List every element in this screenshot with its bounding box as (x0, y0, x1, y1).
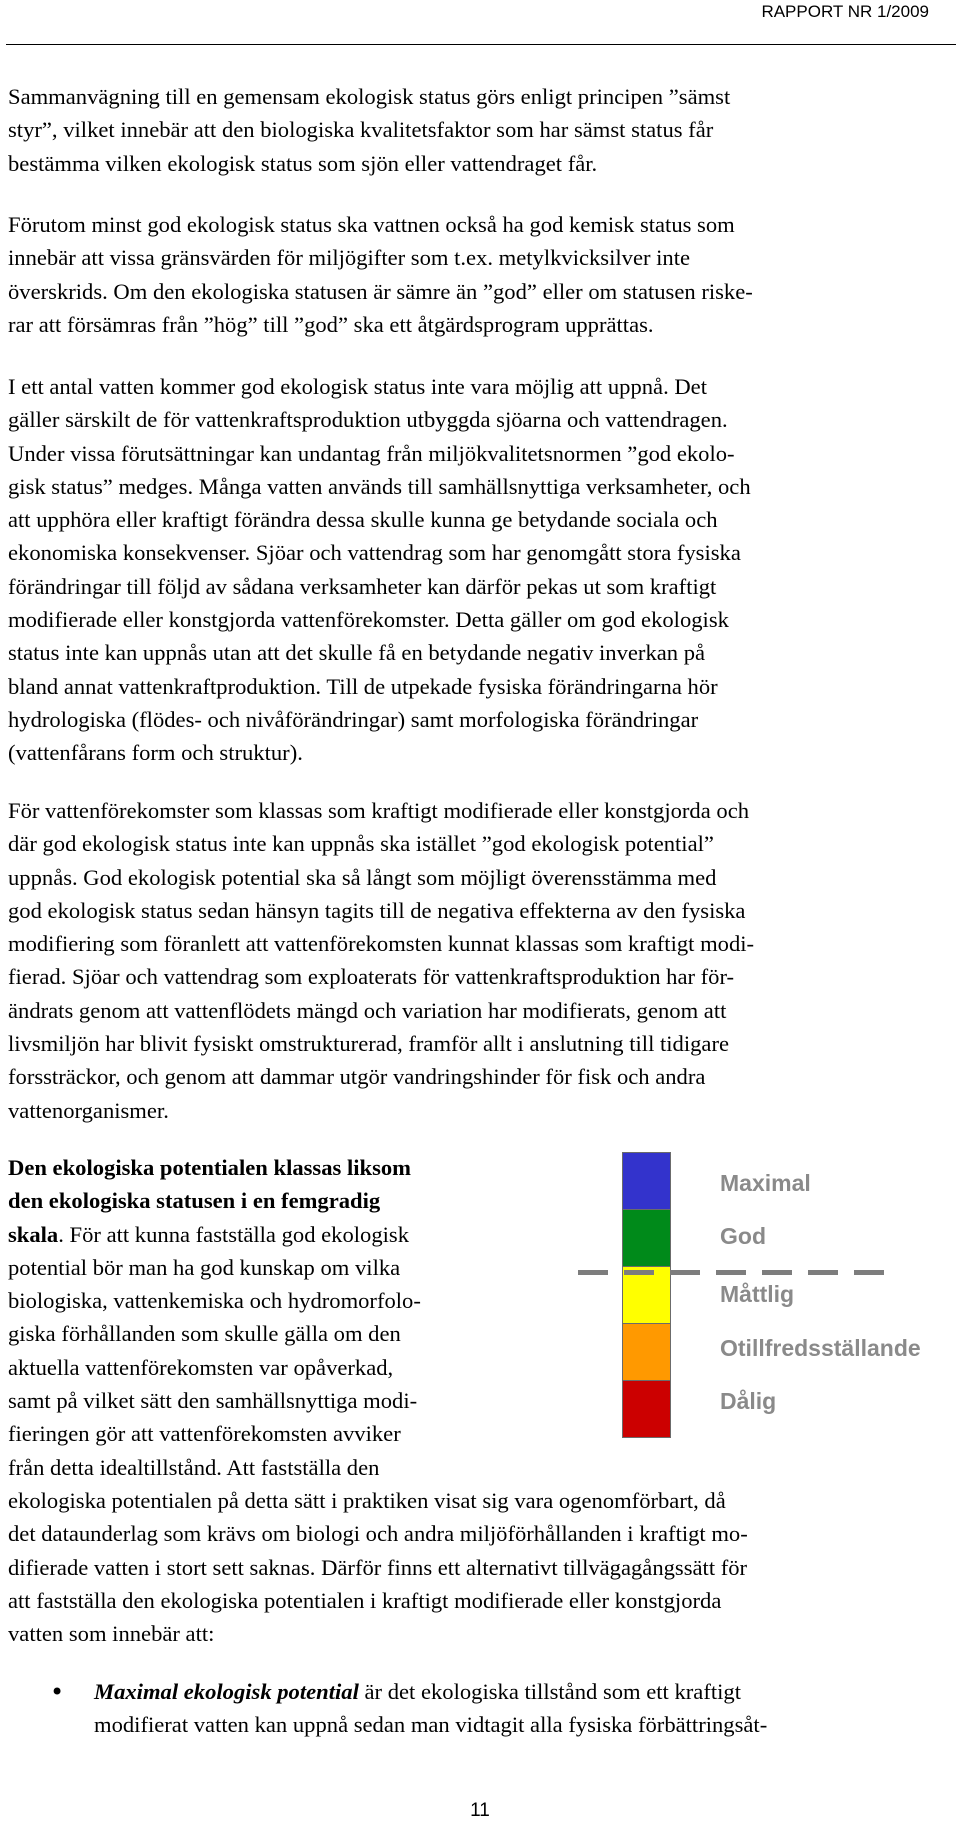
text-line: (vattenfårans form och struktur). (8, 740, 303, 766)
text-line: bland annat vattenkraftproduktion. Till de utpekade fysiska förändringarna hör (8, 673, 718, 699)
text-line: potential bör man ha god kunskap om vilka (8, 1254, 401, 1280)
text-line: giska förhållanden som skulle gälla om den (8, 1321, 401, 1347)
text-line: gisk status” medges. Många vatten används till samhällsnyttiga verksamheter, och (8, 473, 751, 499)
scale-segment-dalig (622, 1380, 671, 1438)
text-line: fierad. Sjöar och vattendrag som exploaterats för vattenkraftsproduktion har för- (8, 964, 735, 990)
text-line: modifierade eller konstgjorda vattenförekomster. Detta gäller om god ekologisk (8, 607, 729, 633)
scale-label-dalig: Dålig (720, 1388, 777, 1414)
page-number: 11 (470, 1800, 490, 1821)
text-line: Under vissa förutsättningar kan undantag från miljökvalitetsnormen ”god ekolo- (8, 440, 735, 466)
text-line: uppnås. God ekologisk potential ska så långt som möjligt överensstämma med (8, 864, 717, 890)
text-line: hydrologiska (flödes- och nivåförändringar) samt morfologiska förändringar (8, 706, 699, 732)
text-line: det dataunderlag som krävs om biologi och andra miljöförhållanden i kraftigt mo- (8, 1521, 748, 1547)
scale-segment-otillfredsstallande (622, 1323, 671, 1381)
five-grade-scale (622, 1152, 671, 1438)
text-line: där god ekologisk status inte kan uppnås ska istället ”god ekologisk potential” (8, 831, 714, 857)
paragraph-2 (8, 208, 952, 341)
text-line: bestämma vilken ekologisk status som sjön eller vattendraget får. (8, 150, 598, 176)
text-line: . För att kunna fastställa god ekologisk (58, 1221, 410, 1247)
text-line: aktuella vattenförekomsten var opåverkad, (8, 1354, 394, 1380)
text-line: från detta idealtillstånd. Att fastställa den (8, 1454, 380, 1480)
paragraph-4 (8, 794, 952, 1127)
text-line: gäller särskilt de för vattenkraftsproduktion utbyggda sjöarna och vattendragen. (8, 407, 728, 433)
text-line: samt på vilket sätt den samhällsnyttiga modi- (8, 1388, 418, 1414)
paragraph-5 (8, 1151, 952, 1650)
text-line: ekologiska potentialen på detta sätt i praktiken visat sig vara ogenomförbart, då (8, 1487, 726, 1513)
lead-line: den ekologiska statusen i en femgradig (8, 1188, 381, 1214)
text-line: I ett antal vatten kommer god ekologisk status inte vara möjlig att uppnå. Det (8, 374, 707, 399)
bullet-term: Maximal ekologisk potential (94, 1679, 359, 1704)
scale-label-god: God (720, 1223, 766, 1249)
text-line: modifiering som föranlett att vattenförekomsten kunnat klassas som kraftigt modi- (8, 931, 755, 957)
scale-segment-maximal (622, 1152, 671, 1210)
text-line: Förutom minst god ekologisk status ska vattnen också ha god kemisk status som (8, 212, 735, 237)
text-line: vattenorganismer. (8, 1097, 169, 1123)
text-line: överskrids. Om den ekologiska statusen är sämre än ”god” eller om statusen riske- (8, 278, 753, 304)
bullet-dot: • (50, 1678, 65, 1706)
scale-label-mattlig: Måttlig (720, 1281, 795, 1307)
header-rule (6, 44, 956, 45)
text-line: livsmiljön har blivit fysiskt omstrukturerad, framför allt i anslutning till tidigare (8, 1031, 730, 1057)
text-line: vatten som innebär att: (8, 1621, 215, 1647)
text-line: rar att försämras från ”hög” till ”god” ska ett åtgärdsprogram upprättas. (8, 311, 654, 337)
text-line: god ekologisk status sedan hänsyn tagits till de negativa effekterna av den fysiska (8, 897, 746, 923)
paragraph-1 (8, 80, 952, 180)
paragraph-3 (8, 370, 952, 770)
text-line: är det ekologiska tillstånd som ett kraftigt (358, 1679, 741, 1704)
lead-line: skala (8, 1221, 59, 1247)
scale-label-maximal: Maximal (720, 1170, 811, 1196)
text-line: För vattenförekomster som klassas som kraftigt modifierade eller konstgjorda och (8, 798, 750, 823)
scale-segment-god (622, 1209, 671, 1267)
text-line: modifierat vatten kan uppnå sedan man vidtagit alla fysiska förbättringsåt- (94, 1712, 768, 1738)
text-line: att fastställa den ekologiska potentialen i kraftigt modifierade eller konstgjorda (8, 1587, 722, 1613)
text-line: ekonomiska konsekvenser. Sjöar och vattendrag som har genomgått stora fysiska (8, 540, 741, 566)
text-line: difierade vatten i stort sett saknas. Därför finns ett alternativt tillvägagångssätt för (8, 1554, 748, 1580)
text-line: fieringen gör att vattenförekomsten avviker (8, 1421, 401, 1447)
text-line: forssträckor, och genom att dammar utgör vandringshinder för fisk och andra (8, 1064, 706, 1090)
lead-line: Den ekologiska potentialen klassas liksom (8, 1155, 411, 1180)
text-line: biologiska, vattenkemiska och hydromorfolo- (8, 1288, 421, 1314)
text-line: styr”, vilket innebär att den biologiska kvalitetsfaktor som har sämst status får (8, 117, 714, 143)
good-status-threshold-line (578, 1270, 886, 1275)
bullet-item (94, 1675, 767, 1742)
scale-label-otillfredsstallande: Otillfredsställande (720, 1335, 921, 1361)
text-line: att upphöra eller kraftigt förändra dessa skulle kunna ge betydande sociala och (8, 507, 718, 533)
text-line: Sammanvägning till en gemensam ekologisk status görs enligt principen ”sämst (8, 84, 731, 109)
text-line: status inte kan uppnås utan att det skulle få en betydande negativ inverkan på (8, 640, 706, 666)
report-header: RAPPORT NR 1/2009 (761, 2, 929, 21)
text-line: ändrats genom att vattenflödets mängd och variation har modifierats, genom att (8, 997, 727, 1023)
text-line: förändringar till följd av sådana verksamheter kan därför pekas ut som kraftigt (8, 573, 717, 599)
text-line: innebär att vissa gränsvärden för miljögifter som t.ex. metylkvicksilver inte (8, 245, 691, 271)
